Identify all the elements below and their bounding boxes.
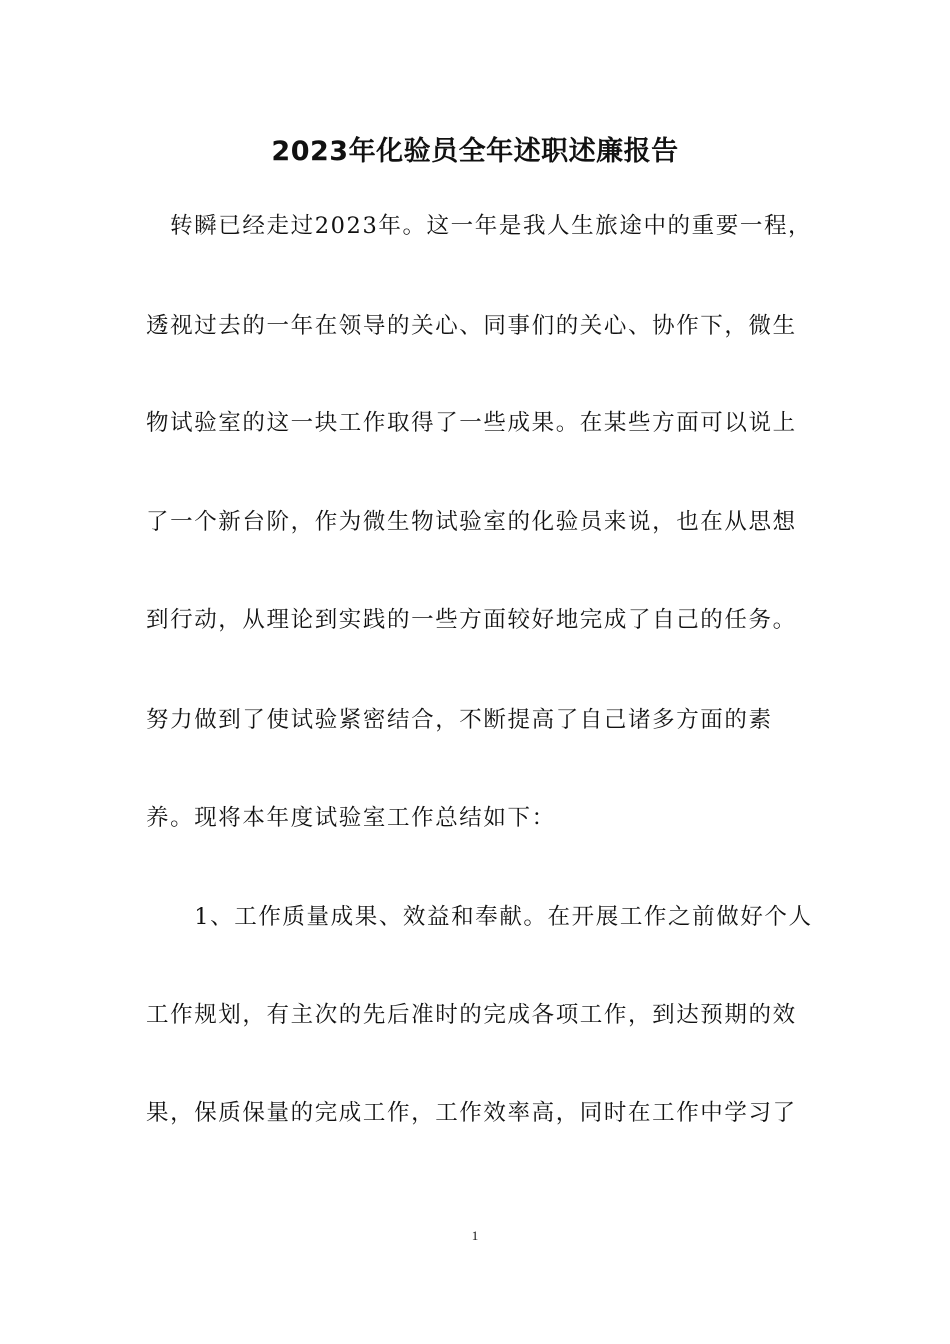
paragraph-line: 工作规划，有主次的先后准时的完成各项工作，到达预期的效 bbox=[146, 1002, 797, 1028]
paragraph-line: 努力做到了使试验紧密结合，不断提高了自己诸多方面的素 bbox=[146, 707, 773, 733]
paragraph-line: 物试验室的这一块工作取得了一些成果。在某些方面可以说上 bbox=[146, 410, 797, 436]
paragraph-line: 1、工作质量成果、效益和奉献。在开展工作之前做好个人 bbox=[146, 904, 813, 930]
paragraph-line: 转瞬已经走过2023年。这一年是我人生旅途中的重要一程， bbox=[146, 213, 813, 239]
paragraph-line: 了一个新台阶，作为微生物试验室的化验员来说，也在从思想 bbox=[146, 509, 797, 535]
paragraph-line: 透视过去的一年在领导的关心、同事们的关心、协作下，微生 bbox=[146, 313, 797, 339]
paragraph-line: 到行动，从理论到实践的一些方面较好地完成了自己的任务。 bbox=[146, 607, 797, 633]
paragraph-line: 养。现将本年度试验室工作总结如下： bbox=[146, 805, 556, 831]
paragraph-line: 果，保质保量的完成工作，工作效率高，同时在工作中学习了 bbox=[146, 1100, 797, 1126]
page-title: 2023年化验员全年述职述廉报告 bbox=[271, 136, 679, 167]
page-number: 1 bbox=[471, 1228, 479, 1243]
